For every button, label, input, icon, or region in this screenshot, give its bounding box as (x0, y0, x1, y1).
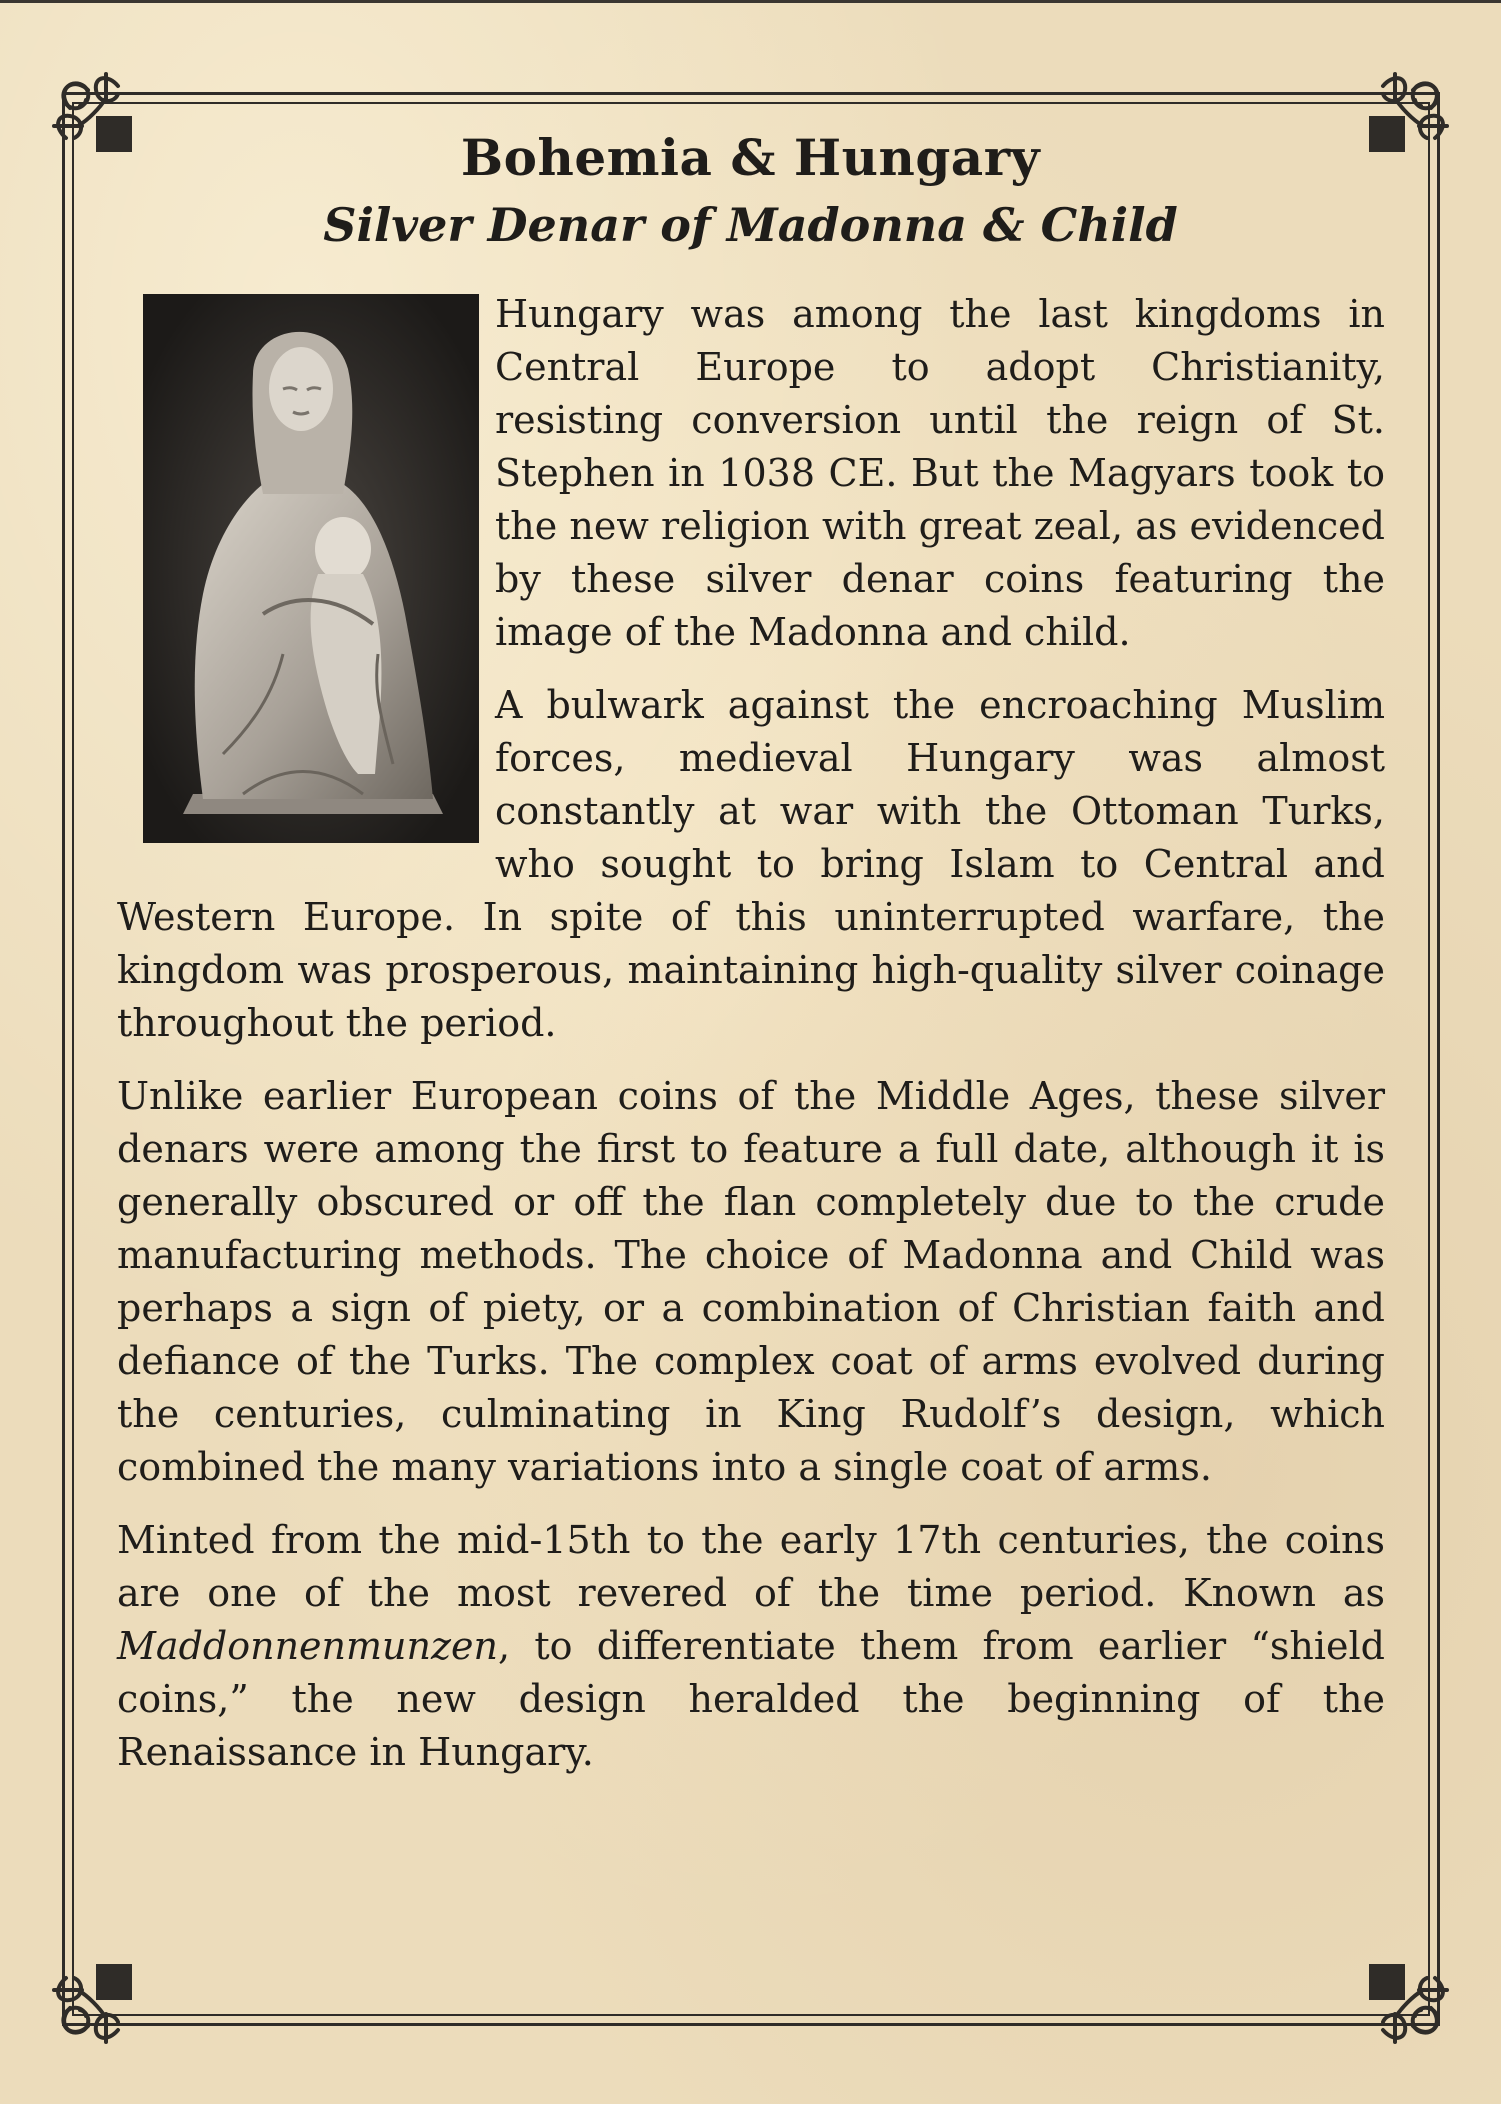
figure-wrap-space (117, 288, 495, 850)
paragraph-2: A bulwark against the encroaching Muslim forces, medieval Hungary was almost constantly at war with the Ottoman Turks, who sought to bring Islam to Central and Western Europe. In spite of this uninterrupted warfare, the kingdom was prosperous, maintaining high-quality silver coinage throughout the period. (117, 683, 1385, 1045)
paragraph-1: Hungary was among the last kingdoms in Central Europe to adopt Christianity, resisting conversion until the reign of St. Stephen in 1038 CE. But the Magyars took to the new religion with great zeal, as evidenced by these silver denar coins featuring the image of the Madonna and child. (495, 292, 1385, 654)
paragraph-3: Unlike earlier European coins of the Middle Ages, these silver denars were among the first to feature a full date, although it is generally obscured or off the flan completely due to the crude manufacturing methods. The choice of Madonna and Child was perhaps a sign of piety, or a combination of Christian faith and defiance of the Turks. The complex coat of arms evolved during the centuries, culminating in King Rudolf’s design, which combined the many variations into a single coat of arms. (117, 1074, 1385, 1489)
fleur-de-lis-corner-icon (1323, 1918, 1453, 2048)
paragraph-4-term: Maddonnenmunzen (117, 1624, 498, 1668)
paragraph-4-lead: Minted from the mid-15th to the early 17th centuries, the coins are one of the most revered of the time period. Known as (117, 1518, 1385, 1615)
scan-edge-line (0, 0, 1501, 3)
paragraph-4-tail: , to differentiate them from earlier “shield coins,” the new design heralded the beginning of the Renaissance in Hungary. (117, 1624, 1385, 1774)
paragraph-4 (117, 1514, 1385, 1779)
body-text (117, 288, 1385, 1799)
page-title: Bohemia & Hungary (460, 128, 1041, 187)
fleur-de-lis-corner-icon (48, 1918, 178, 2048)
page-subtitle: Silver Denar of Madonna & Child (323, 198, 1178, 252)
